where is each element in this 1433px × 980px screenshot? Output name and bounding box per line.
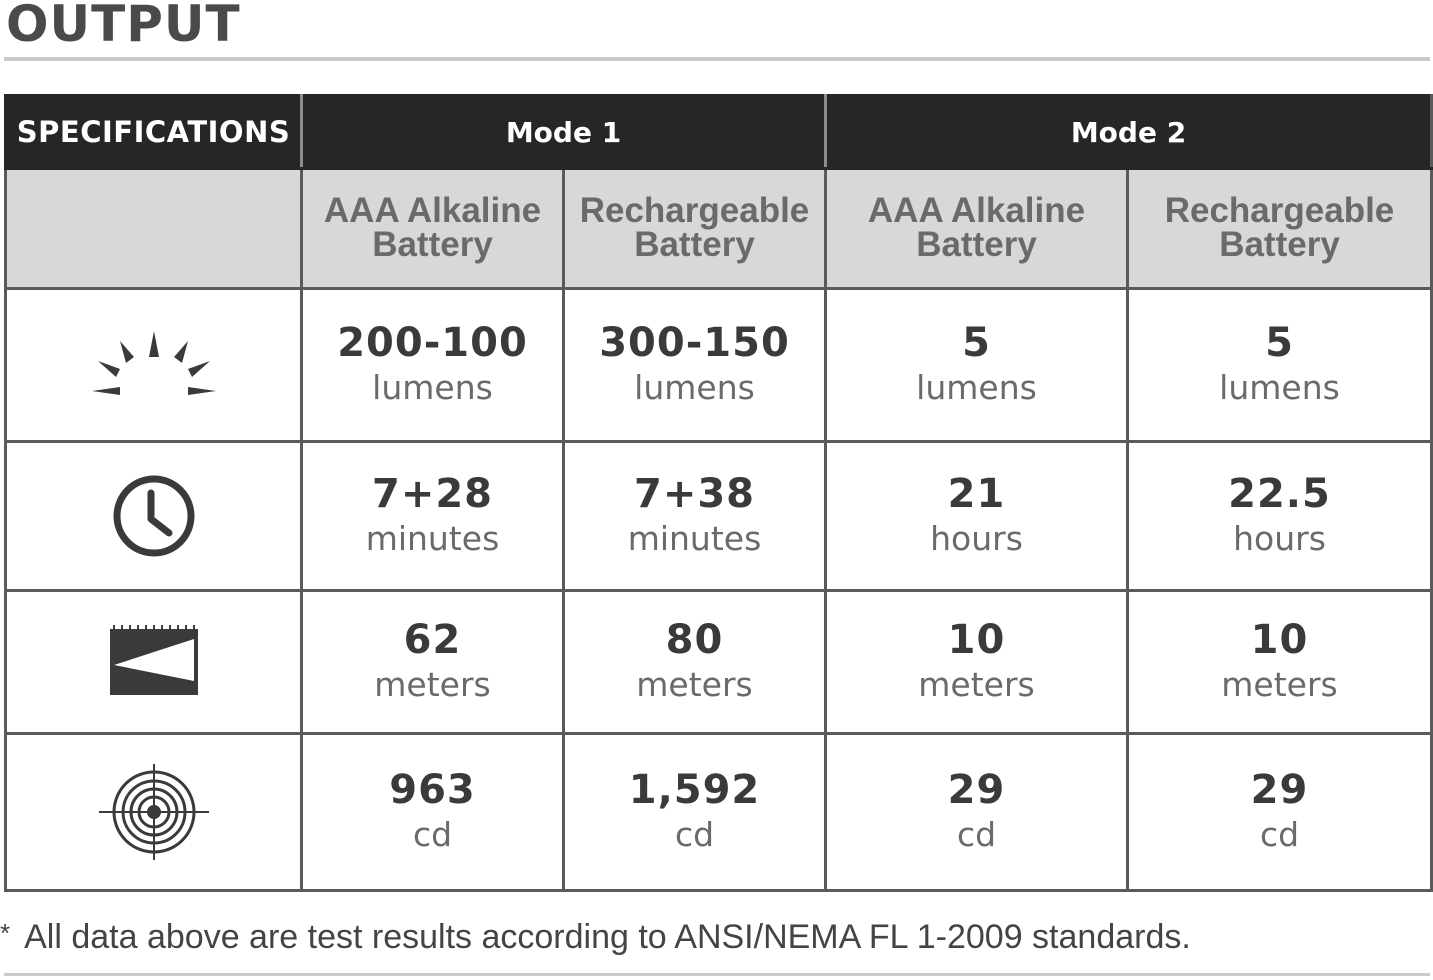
mode-1-header: Mode 1 (302, 96, 826, 169)
cell-unit: meters (636, 665, 753, 705)
table-cell (564, 442, 826, 591)
table-cell (302, 288, 564, 442)
table-cell (1128, 734, 1432, 891)
intensity-icon-cell (6, 734, 302, 891)
cell-unit: meters (918, 665, 1035, 705)
subheader-line: Battery (916, 225, 1037, 265)
table-header-row (6, 96, 1432, 169)
subheader-mode1-alkaline (302, 169, 564, 288)
subheader-mode2-alkaline (826, 169, 1128, 288)
empty-subheader-cell (6, 169, 302, 288)
cell-unit: minutes (627, 519, 762, 559)
cell-value: 7+28 (371, 471, 493, 518)
cell-value: 200-100 (337, 319, 528, 366)
footnote-marker: * (0, 918, 11, 948)
cell-unit: hours (1233, 519, 1326, 559)
specifications-header: SPECIFICATIONS (6, 96, 302, 169)
cell-unit: cd (674, 815, 715, 855)
footer-divider (4, 973, 1430, 976)
cell-value: 22.5 (1228, 471, 1331, 518)
subheader-line: Battery (372, 225, 493, 265)
subheader-mode2-rechargeable (1128, 169, 1432, 288)
cell-value: 963 (389, 767, 476, 814)
cell-value: 62 (403, 617, 462, 664)
cell-value: 29 (1250, 767, 1309, 814)
subheader-line: Rechargeable (579, 191, 810, 231)
battery-subheader-row (6, 169, 1432, 288)
footnote (0, 918, 1191, 957)
table-cell (826, 590, 1128, 734)
subheader-mode1-rechargeable (564, 169, 826, 288)
runtime-icon-cell (6, 442, 302, 591)
brightness-icon-cell (6, 288, 302, 442)
cell-unit: lumens (916, 367, 1037, 407)
cell-unit: lumens (634, 367, 755, 407)
mode-2-header: Mode 2 (826, 96, 1432, 169)
table-cell (564, 590, 826, 734)
target-intensity-icon (99, 764, 209, 860)
cell-value: 80 (665, 617, 724, 664)
beam-distance-icon-cell (6, 590, 302, 734)
cell-value: 5 (962, 319, 991, 366)
subheader-line: Battery (634, 225, 755, 265)
subheader-line: Rechargeable (1164, 191, 1395, 231)
cell-value: 7+38 (633, 471, 755, 518)
page-title: OUTPUT (6, 0, 241, 53)
brightness-burst-icon (92, 329, 216, 401)
brightness-row (6, 288, 1432, 442)
table-cell (302, 590, 564, 734)
cell-unit: meters (1221, 665, 1338, 705)
table-cell (302, 442, 564, 591)
cell-unit: lumens (372, 367, 493, 407)
table-cell (826, 734, 1128, 891)
cell-unit: hours (930, 519, 1023, 559)
subheader-line: Battery (1219, 225, 1340, 265)
cell-value: 1,592 (628, 767, 761, 814)
table-cell (564, 734, 826, 891)
subheader-line: AAA Alkaline (323, 191, 542, 231)
subheader-line: AAA Alkaline (867, 191, 1086, 231)
table-cell (564, 288, 826, 442)
table-cell (826, 288, 1128, 442)
table-cell (826, 442, 1128, 591)
cell-unit: cd (1259, 815, 1300, 855)
table-cell (1128, 288, 1432, 442)
intensity-row (6, 734, 1432, 891)
title-divider (4, 57, 1430, 61)
runtime-row (6, 442, 1432, 591)
cell-unit: cd (956, 815, 997, 855)
clock-icon (109, 471, 199, 561)
cell-unit: meters (374, 665, 491, 705)
cell-unit: minutes (365, 519, 500, 559)
table-cell (302, 734, 564, 891)
table-cell (1128, 442, 1432, 591)
cell-unit: cd (412, 815, 453, 855)
cell-value: 10 (947, 617, 1006, 664)
table-cell (1128, 590, 1432, 734)
cell-value: 10 (1250, 617, 1309, 664)
beam-distance-icon (108, 625, 200, 699)
beam-distance-row (6, 590, 1432, 734)
specifications-table (4, 94, 1433, 892)
cell-unit: lumens (1219, 367, 1340, 407)
cell-value: 5 (1265, 319, 1294, 366)
cell-value: 300-150 (599, 319, 790, 366)
footnote-text: All data above are test results according to ANSI/NEMA FL 1-2009 standards. (24, 918, 1191, 956)
cell-value: 29 (947, 767, 1006, 814)
cell-value: 21 (947, 471, 1006, 518)
